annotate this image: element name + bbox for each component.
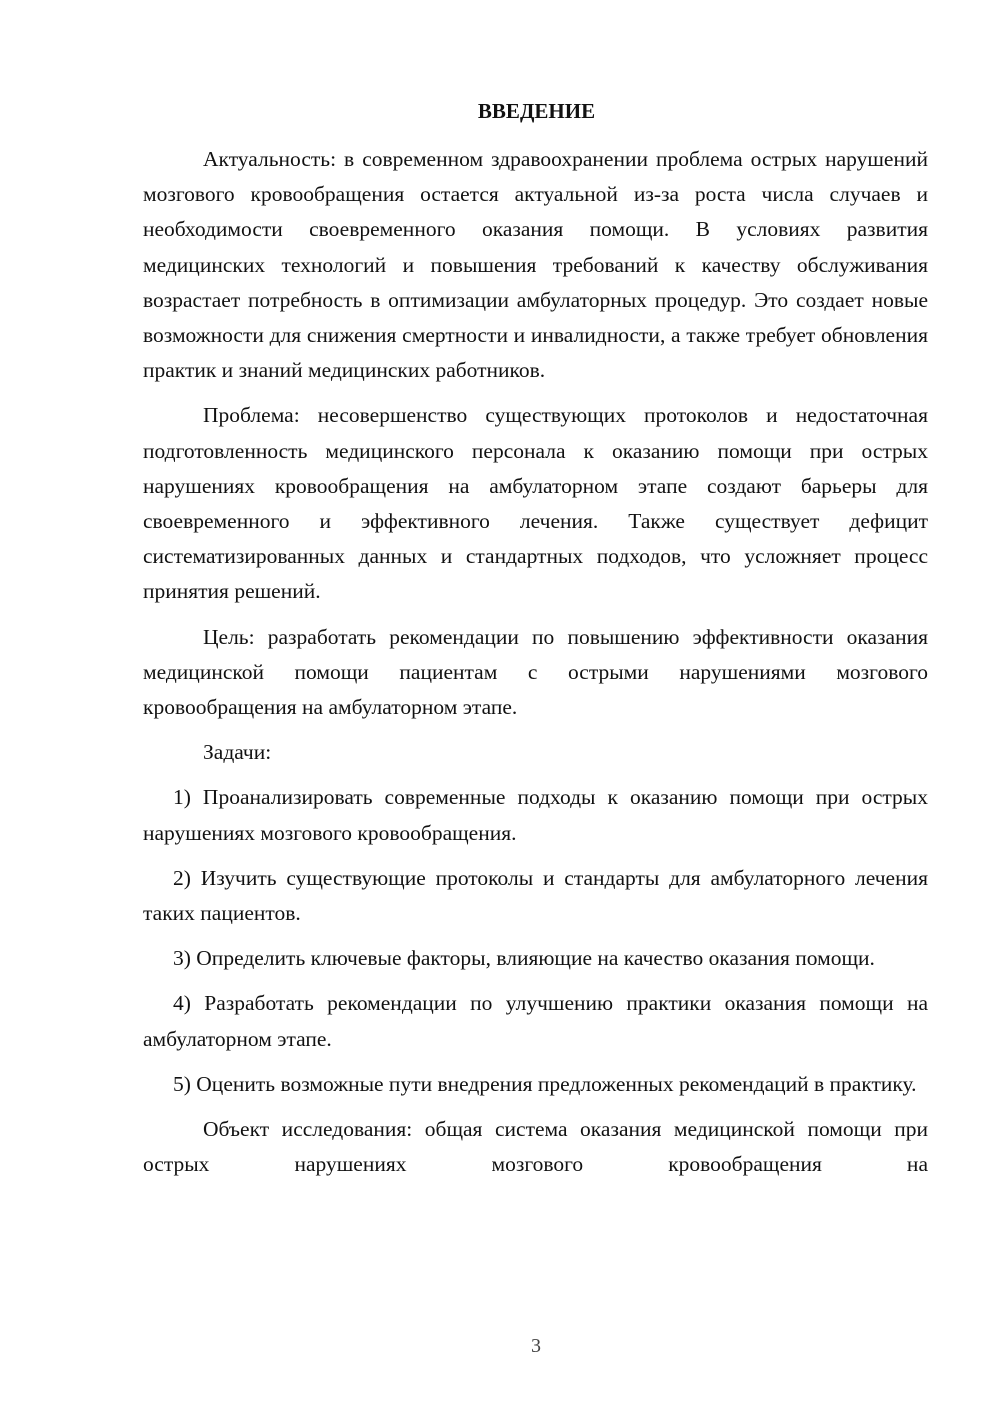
task-item: 1) Проанализировать современные подходы к оказанию помощи при острых нарушениях мозгового кровообращения. <box>143 785 928 845</box>
page-number: 3 <box>531 1335 541 1357</box>
task-item: 2) Изучить существующие протоколы и стандарты для амбулаторного лечения таких пациентов. <box>143 865 928 926</box>
paragraph-problem: Проблема: несовершенство существующих протоколов и недостаточная подготовленность медицинского персонала к оказанию помощи при острых нарушениях кровообращения на амбулаторном этапе создают барьеры для своевременного и эффективного лечения. Также существует дефицит систематизированных данных и стандартных подходов, что усложняет процесс принятия решений. <box>143 403 928 604</box>
section-title: ВВЕДЕНИЕ <box>477 99 596 123</box>
task-item: 4) Разработать рекомендации по улучшению практики оказания помощи на амбулаторном этапе. <box>143 991 928 1051</box>
paragraph-relevance: Актуальность: в современном здравоохранении проблема острых нарушений мозгового кровообращения остается актуальной из-за роста числа случаев и необходимости своевременного оказания помощи. В условиях развития медицинских технологий и повышения требований к качеству обслуживания возрастает потребность в оптимизации амбулаторных процедур. Это создает новые возможности для снижения смертности и инвалидности, а также требует обновления практик и знаний медицинских работников. <box>143 147 928 383</box>
paragraph-goal: Цель: разработать рекомендации по повышению эффективности оказания медицинской помощи пациентам с острыми нарушениями мозгового кровообращения на амбулаторном этапе. <box>143 624 928 720</box>
tasks-heading: Задачи: <box>203 740 272 765</box>
paragraph-research-object: Объект исследования: общая система оказания медицинской помощи при острых нарушениях мозгового кровообращения на <box>143 1117 928 1177</box>
task-item: 3) Определить ключевые факторы, влияющие на качество оказания помощи. <box>173 946 875 971</box>
task-item: 5) Оценить возможные пути внедрения предложенных рекомендаций в практику. <box>173 1071 917 1096</box>
page-content <box>143 96 928 1192</box>
